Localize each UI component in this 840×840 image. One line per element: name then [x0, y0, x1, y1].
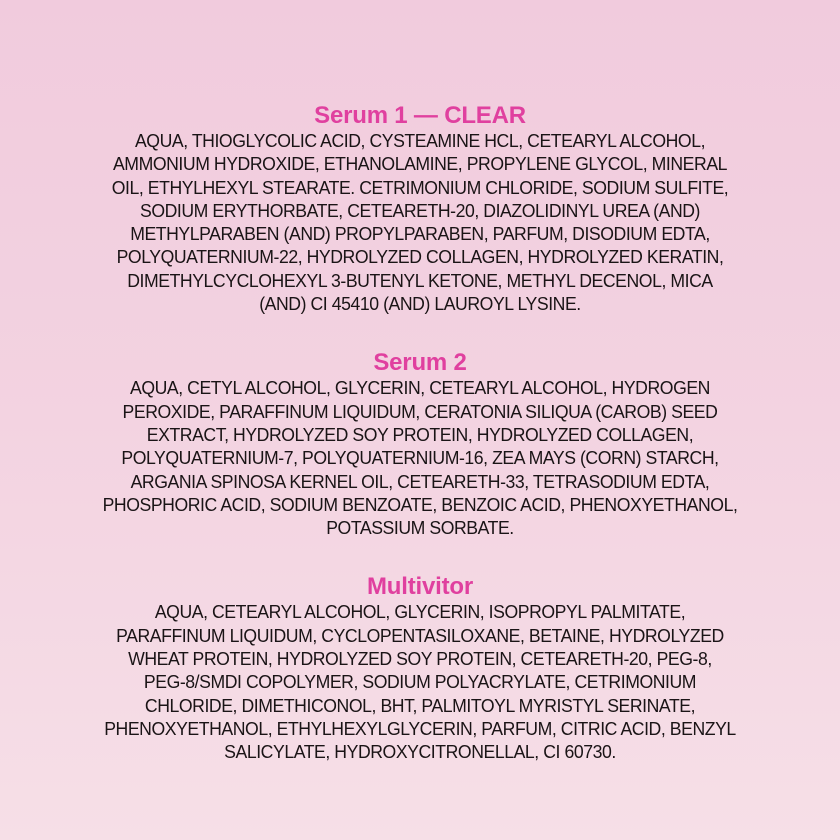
ingredient-line: PEG-8/SMDI COPOLYMER, SODIUM POLYACRYLATE, CETRIMONIUM — [143, 672, 697, 693]
ingredient-line: AQUA, CETEARYL ALCOHOL, GLYCERIN, ISOPROPYL PALMITATE, — [154, 602, 686, 623]
section-title: Serum 2 — [373, 349, 467, 377]
ingredient-line: METHYLPARABEN (AND) PROPYLPARABEN, PARFUM, DISODIUM EDTA, — [130, 224, 710, 245]
ingredient-line: (AND) CI 45410 (AND) LAUROYL LYSINE. — [259, 294, 581, 315]
section-serum-1 — [0, 102, 840, 316]
ingredients-page — [0, 102, 840, 765]
ingredient-line: ARGANIA SPINOSA KERNEL OIL, CETEARETH-33, TETRASODIUM EDTA, — [130, 471, 710, 492]
ingredient-list — [0, 130, 840, 316]
ingredient-line: POTASSIUM SORBATE. — [326, 518, 514, 539]
ingredient-line: PHENOXYETHANOL, ETHYLHEXYLGLYCERIN, PARFUM, CITRIC ACID, BENZYL — [104, 718, 736, 739]
ingredient-line: OIL, ETHYLHEXYL STEARATE. CETRIMONIUM CHLORIDE, SODIUM SULFITE, — [111, 177, 729, 198]
ingredient-line: POLYQUATERNIUM-7, POLYQUATERNIUM-16, ZEA MAYS (CORN) STARCH, — [121, 448, 719, 469]
section-title: Serum 1 — CLEAR — [314, 102, 526, 129]
ingredient-line: PEROXIDE, PARAFFINUM LIQUIDUM, CERATONIA SILIQUA (CAROB) SEED — [122, 401, 718, 422]
ingredient-line: SODIUM ERYTHORBATE, CETEARETH-20, DIAZOLIDINYL UREA (AND) — [139, 200, 700, 221]
ingredient-line: AQUA, CETYL ALCOHOL, GLYCERIN, CETEARYL ALCOHOL, HYDROGEN — [129, 378, 710, 399]
ingredient-line: AMMONIUM HYDROXIDE, ETHANOLAMINE, PROPYLENE GLYCOL, MINERAL — [112, 154, 728, 175]
ingredient-line: SALICYLATE, HYDROXYCITRONELLAL, CI 60730. — [224, 742, 616, 763]
ingredient-line: PARAFFINUM LIQUIDUM, CYCLOPENTASILOXANE, BETAINE, HYDROLYZED — [116, 625, 724, 646]
section-title: Multivitor — [367, 573, 473, 601]
ingredient-line: POLYQUATERNIUM-22, HYDROLYZED COLLAGEN, HYDROLYZED KERATIN, — [116, 247, 724, 268]
section-multivitor — [0, 573, 840, 764]
ingredient-list — [0, 377, 840, 540]
ingredient-line: DIMETHYLCYCLOHEXYL 3-BUTENYL KETONE, METHYL DECENOL, MICA — [127, 270, 713, 291]
ingredient-line: AQUA, THIOGLYCOLIC ACID, CYSTEAMINE HCL, CETEARYL ALCOHOL, — [134, 131, 706, 151]
ingredient-line: PHOSPHORIC ACID, SODIUM BENZOATE, BENZOIC ACID, PHENOXYETHANOL, — [102, 494, 738, 515]
ingredient-line: EXTRACT, HYDROLYZED SOY PROTEIN, HYDROLYZED COLLAGEN, — [146, 424, 694, 445]
ingredient-line: CHLORIDE, DIMETHICONOL, BHT, PALMITOYL MYRISTYL SERINATE, — [144, 695, 696, 716]
ingredient-list — [0, 601, 840, 764]
section-serum-2 — [0, 349, 840, 540]
ingredient-line: WHEAT PROTEIN, HYDROLYZED SOY PROTEIN, CETEARETH-20, PEG-8, — [128, 649, 712, 670]
